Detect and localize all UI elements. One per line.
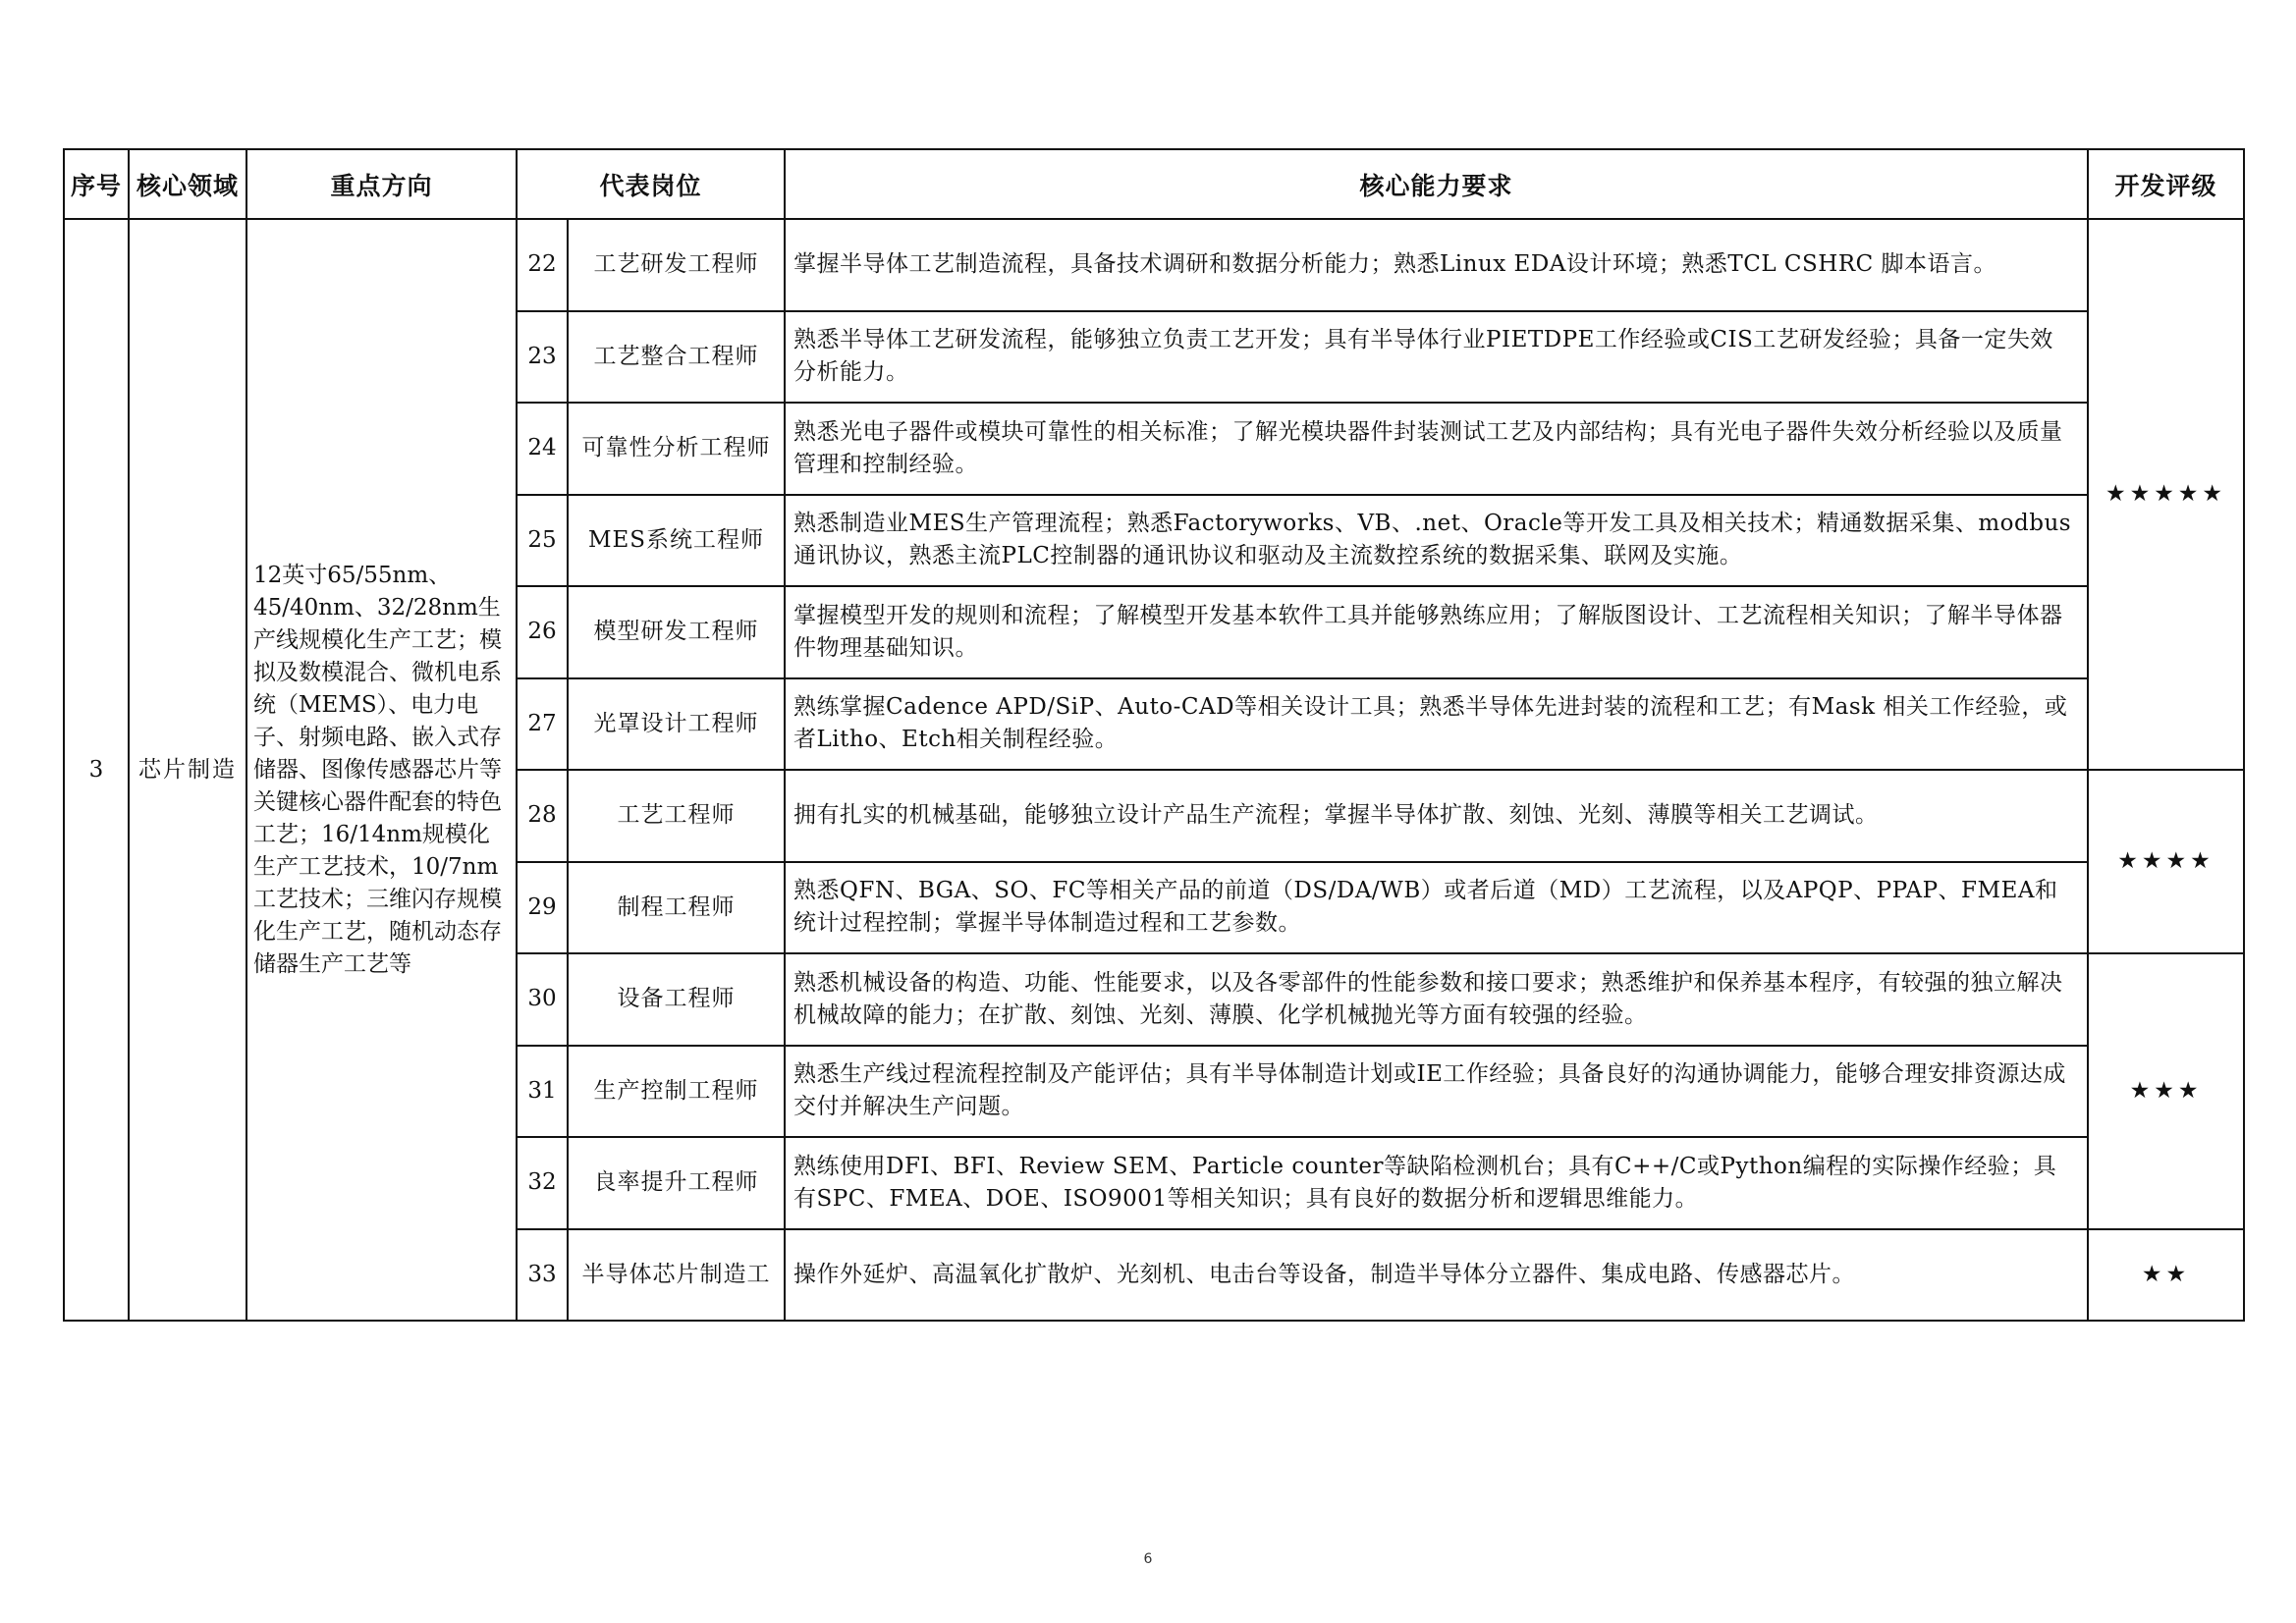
row-number: 25: [517, 495, 568, 587]
row-position: MES系统工程师: [568, 495, 785, 587]
row-number: 24: [517, 403, 568, 495]
table-row: [64, 219, 2244, 311]
row-position: 可靠性分析工程师: [568, 403, 785, 495]
header-domain: 核心领域: [129, 149, 246, 219]
header-seq: 序号: [64, 149, 129, 219]
rating-five-stars: ★★★★★: [2088, 219, 2244, 770]
header-requirement: 核心能力要求: [785, 149, 2088, 219]
group-seq: 3: [64, 219, 129, 1321]
row-requirement: 熟悉QFN、BGA、SO、FC等相关产品的前道（DS/DA/WB）或者后道（MD）工艺流程，以及APQP、PPAP、FMEA和统计过程控制；掌握半导体制造过程和工艺参数。: [785, 862, 2088, 954]
row-requirement: 掌握模型开发的规则和流程；了解模型开发基本软件工具并能够熟练应用；了解版图设计、工艺流程相关知识；了解半导体器件物理基础知识。: [785, 586, 2088, 678]
row-number: 23: [517, 311, 568, 404]
row-number: 29: [517, 862, 568, 954]
row-requirement: 操作外延炉、高温氧化扩散炉、光刻机、电击台等设备，制造半导体分立器件、集成电路、传感器芯片。: [785, 1229, 2088, 1322]
header-position: 代表岗位: [517, 149, 785, 219]
rating-two-stars: ★★: [2088, 1229, 2244, 1322]
row-requirement: 掌握半导体工艺制造流程，具备技术调研和数据分析能力；熟悉Linux EDA设计环境；熟悉TCL CSHRC 脚本语言。: [785, 219, 2088, 311]
row-position: 工艺整合工程师: [568, 311, 785, 404]
row-number: 30: [517, 953, 568, 1046]
row-requirement: 熟悉半导体工艺研发流程，能够独立负责工艺开发；具有半导体行业PIETDPE工作经验或CIS工艺研发经验；具备一定失效分析能力。: [785, 311, 2088, 404]
row-requirement: 熟练掌握Cadence APD/SiP、Auto-CAD等相关设计工具；熟悉半导体先进封装的流程和工艺；有Mask 相关工作经验，或者Litho、Etch相关制程经验。: [785, 678, 2088, 771]
row-requirement: 拥有扎实的机械基础，能够独立设计产品生产流程；掌握半导体扩散、刻蚀、光刻、薄膜等相关工艺调试。: [785, 770, 2088, 862]
table-header-row: [64, 149, 2244, 219]
group-domain: 芯片制造: [129, 219, 246, 1321]
row-number: 27: [517, 678, 568, 771]
row-number: 32: [517, 1137, 568, 1229]
row-position: 良率提升工程师: [568, 1137, 785, 1229]
row-requirement: 熟练使用DFI、BFI、Review SEM、Particle counter等缺陷检测机台；具有C++/C或Python编程的实际操作经验；具有SPC、FMEA、DOE、ISO9001等相关知识；具有良好的数据分析和逻辑思维能力。: [785, 1137, 2088, 1229]
row-position: 半导体芯片制造工: [568, 1229, 785, 1322]
row-number: 26: [517, 586, 568, 678]
row-requirement: 熟悉机械设备的构造、功能、性能要求，以及各零部件的性能参数和接口要求；熟悉维护和保养基本程序，有较强的独立解决机械故障的能力；在扩散、刻蚀、光刻、薄膜、化学机械抛光等方面有较强的经验。: [785, 953, 2088, 1046]
row-number: 22: [517, 219, 568, 311]
row-position: 模型研发工程师: [568, 586, 785, 678]
row-requirement: 熟悉光电子器件或模块可靠性的相关标准；了解光模块器件封装测试工艺及内部结构；具有光电子器件失效分析经验以及质量管理和控制经验。: [785, 403, 2088, 495]
row-requirement: 熟悉生产线过程流程控制及产能评估；具有半导体制造计划或IE工作经验；具备良好的沟通协调能力，能够合理安排资源达成交付并解决生产问题。: [785, 1046, 2088, 1138]
row-number: 31: [517, 1046, 568, 1138]
header-rating: 开发评级: [2088, 149, 2244, 219]
row-requirement: 熟悉制造业MES生产管理流程；熟悉Factoryworks、VB、.net、Oracle等开发工具及相关技术；精通数据采集、modbus通讯协议，熟悉主流PLC控制器的通讯协议和驱动及主流数控系统的数据采集、联网及实施。: [785, 495, 2088, 587]
rating-four-stars: ★★★★: [2088, 770, 2244, 953]
header-direction: 重点方向: [246, 149, 517, 219]
talent-table: [63, 148, 2245, 1322]
row-position: 工艺工程师: [568, 770, 785, 862]
rating-three-stars: ★★★: [2088, 953, 2244, 1229]
row-position: 光罩设计工程师: [568, 678, 785, 771]
row-position: 制程工程师: [568, 862, 785, 954]
row-position: 设备工程师: [568, 953, 785, 1046]
row-number: 33: [517, 1229, 568, 1322]
row-number: 28: [517, 770, 568, 862]
page-number: 6: [1143, 1551, 1153, 1567]
row-position: 生产控制工程师: [568, 1046, 785, 1138]
row-position: 工艺研发工程师: [568, 219, 785, 311]
group-direction: 12英寸65/55nm、45/40nm、32/28nm生产线规模化生产工艺；模拟及数模混合、微机电系统（MEMS）、电力电子、射频电路、嵌入式存储器、图像传感器芯片等关键核心器件配套的特色工艺；16/14nm规模化生产工艺技术，10/7nm工艺技术；三维闪存规模化生产工艺，随机动态存储器生产工艺等: [246, 219, 517, 1321]
